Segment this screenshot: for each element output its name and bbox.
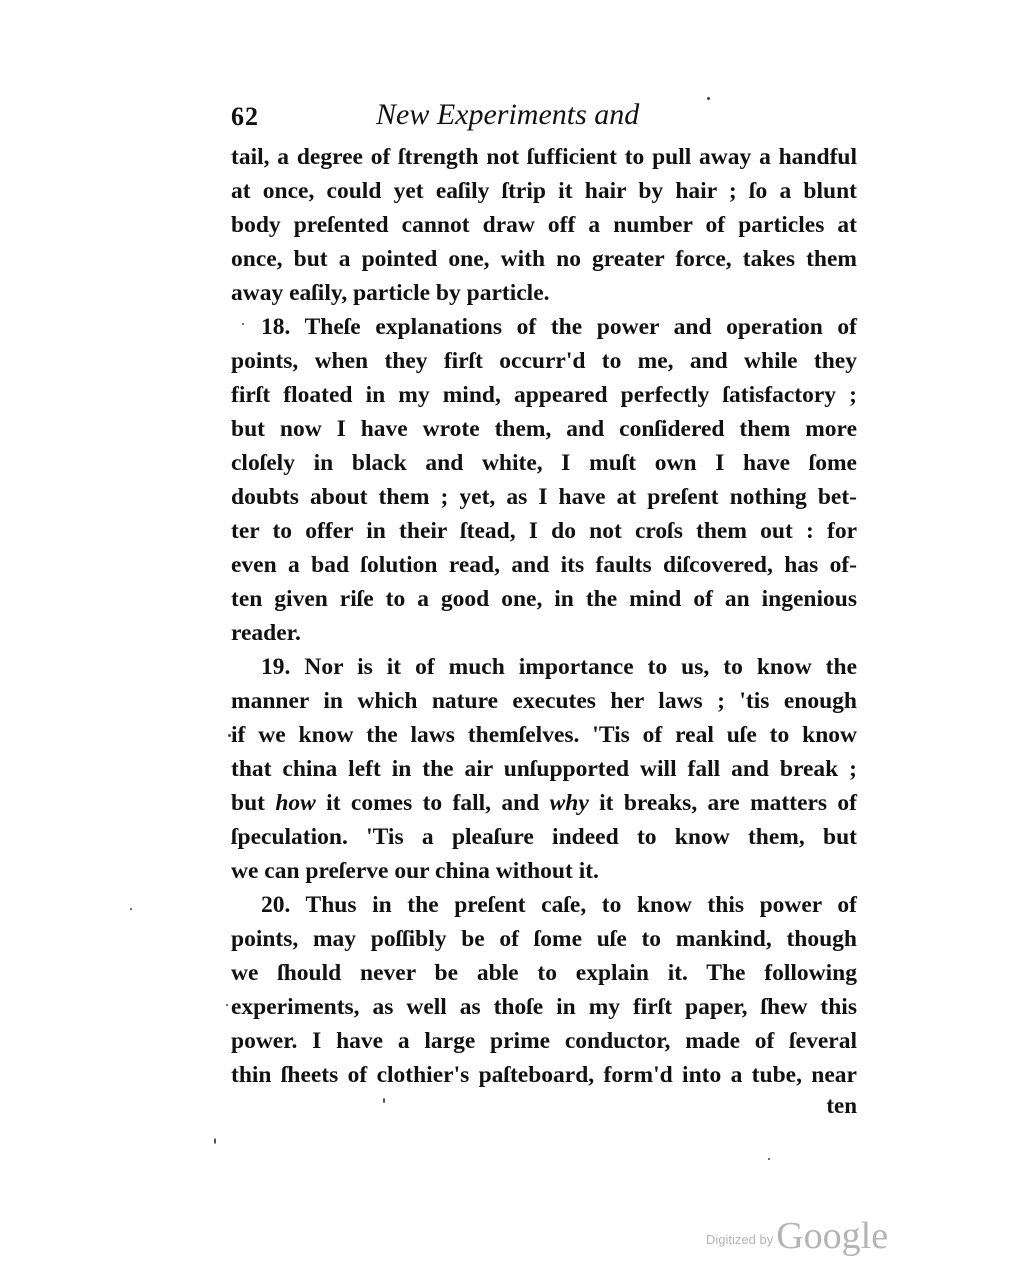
text-line: 18. Theſe explanations of the power and operation of [261, 314, 857, 340]
text-line: we can preſerve our china without it. [231, 858, 599, 884]
text-line: thin ſheets of clothier's paſteboard, form'd into a tube, near [231, 1062, 857, 1088]
text-line: reader. [231, 620, 301, 646]
text-line: away eaſily, particle by particle. [231, 280, 550, 306]
paragraph [231, 650, 857, 888]
body-text [231, 140, 857, 1092]
italic-word: why [549, 790, 589, 816]
text-line: but now I have wrote them, and conſidered them more [231, 416, 857, 442]
text-line: ter to offer in their ſtead, I do not croſs them out : for [231, 518, 857, 544]
paragraph [231, 310, 857, 650]
watermark-prefix: Digitized by [706, 1232, 774, 1247]
text-line: firſt floated in my mind, appeared perfectly ſatisfactory ; [231, 382, 857, 408]
text-line: experiments, as well as thoſe in my firſt paper, ſhew this [231, 994, 857, 1020]
text-line: but how it comes to fall, and why it breaks, are matters of [231, 790, 858, 816]
paragraph [231, 140, 857, 310]
text-line: even a bad ſolution read, and its faults diſcovered, has of- [231, 552, 857, 578]
scan-speck [226, 1004, 228, 1006]
text-line: body preſented cannot draw off a number of particles at [231, 212, 857, 238]
text-line: points, when they firſt occurr'd to me, and while they [231, 348, 857, 374]
paragraph [231, 888, 857, 1092]
running-title: New Experiments and [376, 98, 640, 131]
scan-speck [383, 1098, 385, 1103]
scan-speck [214, 1138, 216, 1144]
text-line: power. I have a large prime conductor, made of ſeveral [231, 1028, 857, 1054]
text-line: that china left in the air unſupported will fall and break ; [231, 756, 857, 782]
text-line: tail, a degree of ſtrength not ſufficient to pull away a handful [231, 144, 857, 170]
text-line: cloſely in black and white, I muſt own I have ſome [231, 450, 857, 476]
text-line: ſpeculation. 'Tis a pleaſure indeed to know them, but [231, 824, 857, 850]
text-line: at once, could yet eaſily ſtrip it hair by hair ; ſo a blunt [231, 178, 857, 204]
text-line: 19. Nor is it of much importance to us, to know the [261, 654, 857, 680]
scan-speck [707, 97, 710, 100]
text-line: ten given riſe to a good one, in the mind of an ingenious [231, 586, 857, 612]
scan-speck [768, 1158, 770, 1160]
text-line: if we know the laws themſelves. 'Tis of real uſe to know [231, 722, 857, 748]
page-number: 62 [231, 102, 259, 131]
text-line: doubts about them ; yet, as I have at preſent nothing bet- [231, 484, 857, 510]
google-logo: Google [776, 1215, 889, 1257]
italic-word: how [275, 790, 316, 816]
text-line: points, may poſſibly be of ſome uſe to mankind, though [231, 926, 857, 952]
page-header [231, 98, 731, 138]
digitized-by-google-watermark [706, 1214, 888, 1258]
text-line: we ſhould never be able to explain it. The following [231, 960, 857, 986]
catchword: ten [826, 1093, 857, 1118]
text-line: 20. Thus in the preſent caſe, to know this power of [261, 892, 857, 918]
text-line: manner in which nature executes her laws ; 'tis enough [231, 688, 857, 714]
scan-speck [130, 908, 132, 910]
text-line: once, but a pointed one, with no greater force, takes them [231, 246, 857, 272]
scan-speck [228, 734, 231, 737]
scan-speck [242, 323, 244, 325]
